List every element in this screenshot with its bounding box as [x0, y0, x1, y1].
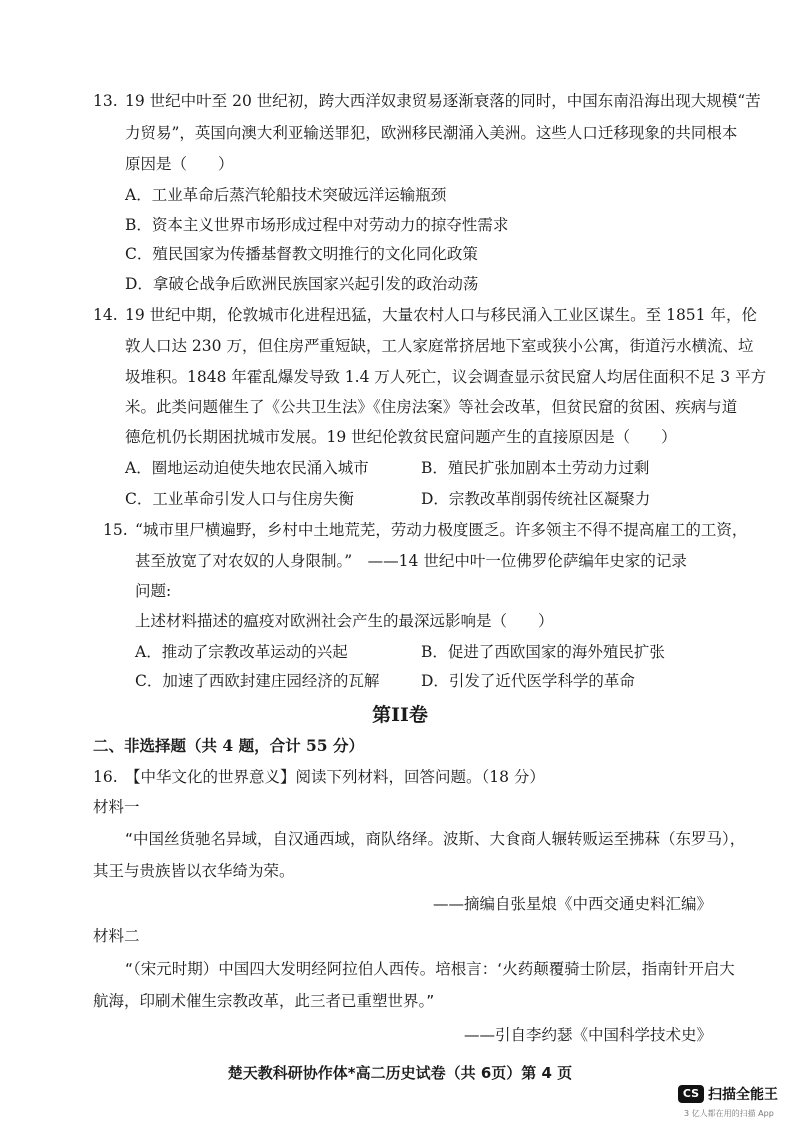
- q16-material1-label: 材料一: [93, 798, 140, 816]
- q14-stem-line-3: 圾堆积。1848 年霍乱爆发导致 1.4 万人死亡，议会调查显示贫民窟人均居住面积不足 3 平方: [125, 368, 767, 386]
- q15-stem-line-2: 甚至放宽了对农奴的人身限制。” ——14 世纪中叶一位佛罗伦萨编年史家的记录: [135, 552, 687, 570]
- q15-stem-line-4: 上述材料描述的瘟疫对欧洲社会产生的最深远影响是（ ）: [135, 612, 554, 630]
- q16-material2-label: 材料二: [93, 927, 140, 945]
- q13-option-a: A．工业革命后蒸汽轮船技术突破远洋运输瓶颈: [125, 186, 447, 204]
- q15-number: 15.: [103, 521, 128, 539]
- q14-option-b: B．殖民扩张加剧本土劳动力过剩: [421, 459, 650, 477]
- q13-stem-line-3: 原因是（ ）: [125, 155, 234, 173]
- q16-material2-line-1: “（宋元时期）中国四大发明经阿拉伯人西传。培根言：‘火药颠覆骑士阶层，指南针开启大: [125, 960, 735, 978]
- q13-option-c: C．殖民国家为传播基督教文明推行的文化同化政策: [125, 245, 478, 263]
- q15-option-c: C．加速了西欧封建庄园经济的瓦解: [135, 672, 380, 690]
- q16-material1-line-2: 其王与贵族皆以衣华绮为荣。: [93, 862, 295, 880]
- q14-option-a: A．圈地运动迫使失地农民涌入城市: [125, 459, 369, 477]
- q14-number: 14.: [93, 306, 118, 324]
- scanner-brand: 扫描全能王: [708, 1087, 778, 1103]
- q16-number: 16.: [93, 768, 118, 786]
- scanner-tagline: 3 亿人都在用的扫描 App: [684, 1109, 774, 1118]
- q15-stem-line-1: 15. “城市里尸横遍野，乡村中土地荒芜，劳动力极度匮乏。许多领主不得不提高雇工的工资，: [103, 521, 748, 539]
- q14-stem-line-2: 敦人口达 230 万，但住房严重短缺，工人家庭常挤居地下室或狭小公寓，街道污水横流、垃: [125, 337, 754, 355]
- q15-options-row-2: [135, 669, 755, 691]
- q16-material1-line-1: “中国丝货驰名异域，自汉通西域，商队络绎。波斯、大食商人辗转贩运至拂菻（东罗马），: [125, 830, 746, 848]
- q14-options-row-2: [125, 487, 745, 509]
- scanner-logo-icon: CS: [678, 1085, 704, 1103]
- q15-option-a: A．推动了宗教改革运动的兴起: [135, 643, 348, 661]
- q15-stem-line-3: 问题:: [135, 582, 172, 600]
- q16-material1-source: ——摘编自张星烺《中西交通史料汇编》: [432, 895, 712, 913]
- q16-material2-line-2: 航海，印刷术催生宗教改革，此三者已重塑世界。”: [93, 992, 435, 1010]
- q16-heading: 16. 【中华文化的世界意义】阅读下列材料，回答问题。（18 分）: [93, 768, 545, 786]
- q14-stem-line-4: 米。此类问题催生了《公共卫生法》《住房法案》等社会改革，但贫民窟的贫困、疾病与道: [125, 398, 738, 416]
- q13-stem-line-2: 力贸易”，英国向澳大利亚输送罪犯，欧洲移民潮涌入美洲。这些人口迁移现象的共同根本: [125, 124, 738, 142]
- part2-heading: 二、非选择题（共 4 题，合计 55 分）: [93, 736, 364, 755]
- q14-stem-line-1: 14. 19 世纪中期，伦敦城市化进程迅猛，大量农村人口与移民涌入工业区谋生。至 1851 年，伦: [93, 306, 757, 324]
- q16-material2-source: ——引自李约瑟《中国科学技术史》: [463, 1026, 712, 1044]
- q13-stem-line-1: 13. 19 世纪中叶至 20 世纪初，跨大西洋奴隶贸易逐渐衰落的同时，中国东南沿海出现大规模“苦: [93, 92, 761, 110]
- q15-options-row-1: [135, 640, 755, 662]
- q14-stem-line-5: 德危机仍长期困扰城市发展。19 世纪伦敦贫民窟问题产生的直接原因是（ ）: [125, 428, 677, 446]
- scanner-watermark: [678, 1083, 788, 1123]
- q15-option-d: D．引发了近代医学科学的革命: [421, 672, 635, 690]
- section-title: 第II卷: [372, 704, 428, 726]
- q14-options-row-1: [125, 456, 745, 478]
- q13-number: 13.: [93, 92, 118, 110]
- q15-option-b: B．促进了西欧国家的海外殖民扩张: [421, 643, 665, 661]
- page-footer: 楚天教科研协作体*高二历史试卷（共 6页）第 4 页: [227, 1064, 573, 1082]
- q14-option-c: C．工业革命引发人口与住房失衡: [125, 490, 354, 508]
- q14-option-d: D．宗教改革削弱传统社区凝聚力: [421, 490, 651, 508]
- q13-option-d: D．拿破仑战争后欧洲民族国家兴起引发的政治动荡: [125, 275, 479, 293]
- q13-option-b: B．资本主义世界市场形成过程中对劳动力的掠夺性需求: [125, 216, 509, 234]
